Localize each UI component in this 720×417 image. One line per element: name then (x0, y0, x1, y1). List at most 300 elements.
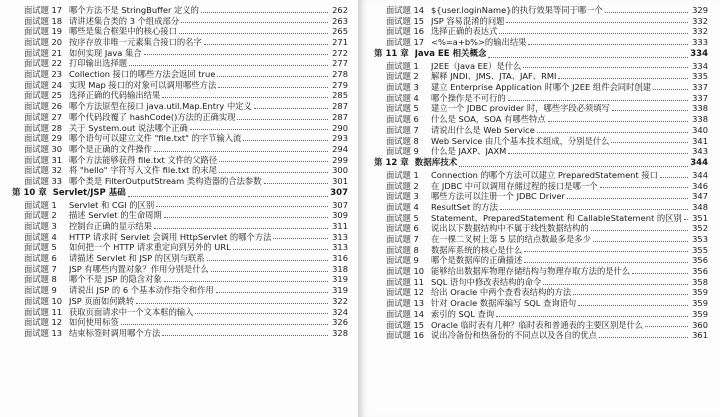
page-number: 293 (332, 133, 348, 144)
dot-leader (195, 313, 328, 314)
dot-leader (264, 183, 328, 184)
toc-entry (12, 242, 348, 253)
toc-entry (374, 309, 708, 320)
dot-leader (237, 119, 328, 120)
question-title: 说出冷备份和热备份的不同点以及各自的优点 (431, 330, 597, 341)
question-number: 面试题 22 (24, 58, 63, 69)
question-title: <%=a+b%>的输出结果 (431, 37, 527, 48)
toc-chapter-heading (374, 157, 708, 170)
question-title: 哪个方法能够获得 file.txt 文件的父路径 (69, 154, 218, 165)
dot-leader (567, 198, 688, 199)
question-number: 面试题 2 (386, 180, 419, 191)
dot-leader (593, 241, 688, 242)
page-number: 265 (332, 26, 348, 37)
toc-chapter-heading (12, 187, 348, 200)
question-title: 能够给出数据库物理存储结构与物理存取方法的是什么 (431, 266, 631, 277)
toc-entry (374, 298, 708, 309)
toc-entry (374, 202, 708, 213)
toc-entry (12, 328, 348, 339)
question-title: 哪些是集合框架中的核心接口 (69, 26, 177, 37)
toc-entry (12, 307, 348, 318)
toc-entry (374, 320, 708, 331)
dot-leader (537, 132, 688, 133)
toc-entry (374, 288, 708, 299)
page-number: 344 (690, 157, 708, 168)
question-number: 面试题 2 (24, 210, 57, 221)
page-number: 355 (692, 244, 708, 255)
dot-leader (500, 209, 688, 210)
dot-leader (558, 78, 688, 79)
question-title: Servlet 和 CGI 的区别 (69, 199, 155, 210)
dot-leader (632, 273, 688, 274)
page-number: 332 (692, 15, 708, 26)
question-number: 面试题 24 (24, 79, 63, 90)
dot-leader (528, 44, 688, 45)
toc-entry (12, 155, 348, 166)
page-number: 346 (692, 180, 708, 191)
dot-leader (508, 100, 688, 101)
toc-entry (374, 37, 708, 48)
dot-leader (217, 76, 328, 77)
page-number: 344 (692, 169, 708, 180)
page-number: 300 (332, 165, 348, 176)
toc-entry (12, 58, 348, 69)
page-number: 356 (692, 255, 708, 266)
question-title: Web Service 由几个基本技术组成，分别是什么 (431, 135, 610, 146)
dot-leader (243, 140, 328, 141)
question-title: 请描述 Servlet 和 JSP 的区别与联系 (69, 253, 205, 264)
dot-leader (573, 294, 688, 295)
page-number: 309 (332, 210, 348, 221)
question-number: 面试题 5 (24, 242, 57, 253)
chapter-title: Java EE 相关概念 (414, 48, 487, 59)
dot-leader (154, 228, 328, 229)
dot-leader (128, 196, 328, 197)
question-number: 面试题 4 (386, 201, 419, 212)
toc-entry (12, 221, 348, 232)
page-number: 348 (692, 201, 708, 212)
dot-leader (136, 303, 328, 304)
question-number: 面试题 13 (386, 298, 425, 309)
toc-entry (12, 112, 348, 123)
question-number: 面试题 27 (24, 111, 63, 122)
question-number: 面试题 8 (386, 135, 419, 146)
dot-leader (154, 151, 328, 152)
toc-entry (12, 200, 348, 211)
page-number: 318 (332, 263, 348, 274)
page-number: 277 (332, 58, 348, 69)
toc-entry (374, 170, 708, 181)
page-number: 326 (332, 317, 348, 328)
dot-leader (548, 121, 688, 122)
page-number: 301 (332, 175, 348, 186)
toc-entry (374, 71, 708, 82)
dot-leader (543, 284, 688, 285)
question-title: Collection 接口的哪些方法会返回 true (69, 69, 216, 80)
question-number: 面试题 3 (386, 82, 419, 93)
toc-entry (374, 213, 708, 224)
toc-entry (374, 146, 708, 157)
page-number: 294 (332, 143, 348, 154)
toc-entry (12, 80, 348, 91)
question-number: 面试题 21 (24, 47, 63, 58)
dot-leader (211, 271, 328, 272)
dot-leader (499, 33, 688, 34)
page-number: 358 (692, 276, 708, 287)
question-title: 描述 Servlet 的生命周期 (69, 210, 162, 221)
toc-entry (374, 5, 708, 16)
page-number: 361 (692, 330, 708, 341)
dot-leader (611, 142, 688, 143)
chapter-title: 数据库技术 (414, 157, 458, 168)
page-number: 341 (692, 135, 708, 146)
toc-entry (12, 285, 348, 296)
question-number: 面试题 4 (24, 231, 57, 242)
question-title: 哪个方法原型在接口 java.util.Map.Entry 中定义 (69, 101, 252, 112)
toc-entry (374, 181, 708, 192)
question-number: 面试题 5 (386, 103, 419, 114)
toc-entry (374, 26, 708, 37)
page-number: 279 (332, 79, 348, 90)
dot-leader (612, 110, 688, 111)
toc-entry (12, 210, 348, 221)
page-number: 360 (692, 319, 708, 330)
toc-entry (374, 234, 708, 245)
toc-entry (374, 245, 708, 256)
question-title: JSP 有哪些内置对象？作用分别是什么 (69, 263, 209, 274)
page-number: 299 (332, 154, 348, 165)
question-title: 哪个操作是不可行的 (431, 92, 506, 103)
question-title: 选择正确的表达式 (431, 26, 498, 37)
question-number: 面试题 7 (24, 263, 57, 274)
page-number: 359 (692, 308, 708, 319)
page-number: 337 (692, 82, 708, 93)
question-title: 什么是 SOA，SOA 有哪些特点 (431, 114, 546, 125)
toc-entry (12, 91, 348, 102)
page-number: 319 (332, 285, 348, 296)
page-number: 333 (692, 37, 708, 48)
question-number: 面试题 18 (24, 15, 63, 26)
question-number: 面试题 31 (24, 154, 63, 165)
page-number: 287 (332, 101, 348, 112)
question-number: 面试题 15 (386, 319, 425, 330)
page-number: 353 (692, 234, 708, 245)
question-title: 请说出什么是 Web Service (431, 124, 535, 135)
toc-entry (374, 255, 708, 266)
question-number: 面试题 25 (24, 90, 63, 101)
question-number: 面试题 12 (386, 287, 425, 298)
question-title: 数据库系统的核心是什么 (431, 244, 523, 255)
page-number: 324 (332, 306, 348, 317)
toc-entry (12, 26, 348, 37)
toc-entry (374, 61, 708, 72)
dot-leader (599, 337, 688, 338)
question-title: 哪个不是 JSP 的隐含对象 (69, 274, 162, 285)
question-number: 面试题 16 (386, 26, 425, 37)
question-number: 面试题 15 (386, 15, 425, 26)
question-title: 建立一个 JDBC provider 时，哪些字段必须填写 (431, 103, 610, 114)
dot-leader (653, 89, 688, 90)
page-number: 307 (332, 199, 348, 210)
dot-leader (660, 177, 688, 178)
question-title: 结束标签时调用哪个方法 (69, 327, 161, 338)
question-number: 面试题 3 (386, 191, 419, 202)
page-number: 328 (332, 327, 348, 338)
question-title: 哪个类是 FilterOutputStream 类构造器的合法参数 (69, 175, 262, 186)
dot-leader (508, 153, 688, 154)
dot-leader (201, 12, 328, 13)
dot-leader (524, 251, 688, 252)
toc-entry (12, 133, 348, 144)
toc-entry (374, 277, 708, 288)
toc-entry (12, 101, 348, 112)
dot-leader (162, 335, 328, 336)
dot-leader (190, 129, 328, 130)
question-number: 面试题 28 (24, 122, 63, 133)
question-title: 解释 JNDI、JMS、JTA、JAF、RMI (431, 71, 557, 82)
toc-entry (12, 69, 348, 80)
question-number: 面试题 5 (386, 212, 419, 223)
question-number: 面试题 1 (24, 199, 57, 210)
question-title: 哪个语句可以建立文件 "file.txt" 的字节输入流 (69, 133, 242, 144)
question-number: 面试题 20 (24, 37, 63, 48)
question-number: 面试题 11 (24, 306, 63, 317)
question-number: 面试题 23 (24, 69, 63, 80)
toc-entry (374, 330, 708, 341)
dot-leader (605, 12, 688, 13)
dot-leader (506, 22, 688, 23)
dot-leader (164, 281, 328, 282)
page-number: 290 (332, 122, 348, 133)
toc-chapter-heading (374, 48, 708, 61)
question-number: 面试题 7 (386, 124, 419, 135)
dot-leader (216, 292, 328, 293)
page-number: 307 (330, 187, 348, 198)
dot-leader (524, 262, 688, 263)
dot-leader (121, 324, 328, 325)
dot-leader (204, 44, 328, 45)
dot-leader (156, 206, 328, 207)
question-title: 在一棵二叉树上第 5 层的结点数最多是多少 (431, 234, 591, 245)
question-title: 索引的 SQL 查询 (431, 308, 495, 319)
question-number: 面试题 10 (24, 295, 63, 306)
dot-leader (645, 326, 688, 327)
question-title: 打印输出选择题 (69, 58, 128, 69)
question-number: 面试题 1 (386, 60, 419, 71)
question-number: 面试题 26 (24, 101, 63, 112)
question-number: 面试题 14 (386, 4, 425, 15)
chapter-number: 第 11 章 (374, 48, 409, 59)
question-number: 面试题 6 (386, 223, 419, 234)
question-title: Connection 的哪个方法可以建立 PreparedStatement 接口 (431, 169, 658, 180)
page-number: 351 (692, 212, 708, 223)
chapter-title: Servlet/JSP 基础 (52, 187, 126, 198)
question-title: 建立 Enterprise Application 时哪个 J2EE 组件会同时创建 (431, 82, 651, 93)
page-number: 352 (692, 223, 708, 234)
dot-leader (684, 219, 688, 220)
question-number: 面试题 1 (386, 169, 419, 180)
toc-entry (374, 223, 708, 234)
toc-entry (374, 104, 708, 115)
question-title: 实现 Map 接口的对象可以调用哪些方法 (69, 79, 217, 90)
question-number: 面试题 13 (24, 327, 63, 338)
question-number: 面试题 11 (386, 276, 425, 287)
question-number: 面试题 7 (386, 234, 419, 245)
toc-entry (374, 191, 708, 202)
page-number: 322 (332, 295, 348, 306)
page-number: 334 (692, 60, 708, 71)
right-page (360, 0, 720, 417)
toc-entry (12, 165, 348, 176)
page-number: 334 (690, 48, 708, 59)
question-title: 选择正确的代码输出结果 (69, 90, 161, 101)
question-title: 给出 Oracle 中两个查看表结构的方法 (431, 287, 572, 298)
toc-entry (374, 136, 708, 147)
question-number: 面试题 4 (386, 92, 419, 103)
question-title: 获取页面请求中一个文本框的输入 (69, 306, 194, 317)
toc-entry (12, 317, 348, 328)
toc-entry (12, 37, 348, 48)
page-number: 319 (332, 274, 348, 285)
dot-leader (496, 316, 688, 317)
question-title: 请讲述集合类的 3 个组成部分 (69, 15, 180, 26)
dot-leader (523, 67, 688, 68)
question-title: 针对 Oracle 数据库编写 SQL 查询语句 (431, 298, 577, 309)
page-number: 313 (332, 242, 348, 253)
question-title: 如何使用标签 (69, 317, 119, 328)
question-number: 面试题 30 (24, 143, 63, 154)
dot-leader (164, 217, 328, 218)
question-number: 面试题 19 (24, 26, 63, 37)
toc-entry (374, 125, 708, 136)
question-title: 如何实现 Java 集合 (69, 47, 142, 58)
question-number: 面试题 33 (24, 175, 63, 186)
page-number: 343 (692, 146, 708, 157)
dot-leader (600, 187, 689, 188)
page-number: 338 (692, 103, 708, 114)
question-title: SQL 语句中修改表结构的命令 (431, 276, 542, 287)
question-number: 面试题 3 (24, 221, 57, 232)
question-title: 什么是 JAXP、JAXM (431, 146, 507, 157)
dot-leader (488, 57, 688, 58)
question-title: 说出以下数据结构中不属于线性数据结构的 (431, 223, 589, 234)
page-number: 272 (332, 47, 348, 58)
page-number: 285 (332, 90, 348, 101)
question-number: 面试题 2 (386, 71, 419, 82)
dot-leader (218, 87, 328, 88)
question-number: 面试题 17 (386, 37, 425, 48)
toc-entry (12, 275, 348, 286)
question-number: 面试题 16 (386, 330, 425, 341)
toc-entry (374, 82, 708, 93)
page-number: 287 (332, 111, 348, 122)
question-title: 在 JDBC 中可以调用存储过程的接口是哪一个 (431, 180, 598, 191)
question-number: 面试题 10 (386, 266, 425, 277)
question-title: 哪个方法不是 StringBuffer 定义的 (69, 4, 199, 15)
question-title: 如何把一个 HTTP 请求重定向到另外的 URL (69, 242, 231, 253)
dot-leader (233, 249, 328, 250)
question-title: JSP 容易混淆的问题 (431, 15, 505, 26)
question-title: 哪个是正确的文件操作 (69, 143, 152, 154)
dot-leader (181, 22, 328, 23)
dot-leader (254, 108, 328, 109)
question-number: 面试题 9 (386, 255, 419, 266)
toc-entry (12, 176, 348, 187)
dot-leader (578, 305, 688, 306)
question-title: J2EE（Java EE）是什么 (431, 60, 522, 71)
toc-entry (12, 5, 348, 16)
question-title: ${user.loginName}的执行效果等同于哪一个 (431, 4, 603, 15)
page-number: 359 (692, 287, 708, 298)
question-number: 面试题 14 (386, 308, 425, 319)
question-title: HTTP 请求时 Servlet 会调用 HttpServlet 的哪个方法 (69, 231, 272, 242)
question-title: JSP 页面如何跳转 (69, 295, 135, 306)
dot-leader (207, 260, 328, 261)
dot-leader (459, 166, 688, 167)
page-number: 263 (332, 15, 348, 26)
page-number: 316 (332, 253, 348, 264)
question-title: 哪个代码段覆了 hashCode()方法的正确实现 (69, 111, 236, 122)
toc-entry (374, 114, 708, 125)
toc-entry (12, 264, 348, 275)
question-number: 面试题 6 (386, 114, 419, 125)
question-title: 哪个是数据库的正确描述 (431, 255, 523, 266)
question-number: 面试题 29 (24, 133, 63, 144)
page-number: 278 (332, 69, 348, 80)
question-number: 面试题 8 (24, 274, 57, 285)
question-title: 哪些方法可以注册一个 JDBC Driver (431, 191, 565, 202)
question-number: 面试题 32 (24, 165, 63, 176)
toc-entry (12, 48, 348, 59)
question-title: 关于 System.out 说法哪个正确 (69, 122, 188, 133)
toc-entry (374, 16, 708, 27)
page-number: 335 (692, 71, 708, 82)
chapter-number: 第 12 章 (374, 157, 409, 168)
toc-entry (12, 123, 348, 134)
page-number: 329 (692, 4, 708, 15)
question-title: 控制台正确的显示结果 (69, 221, 152, 232)
page-number: 313 (332, 231, 348, 242)
page-number: 271 (332, 37, 348, 48)
page-number: 338 (692, 114, 708, 125)
page-number: 311 (332, 221, 348, 232)
toc-entry (374, 266, 708, 277)
page-number: 347 (692, 191, 708, 202)
toc-entry (12, 253, 348, 264)
page-number: 356 (692, 266, 708, 277)
question-number: 面试题 8 (386, 244, 419, 255)
question-number: 面试题 9 (386, 146, 419, 157)
question-title: ResultSet 的方法 (431, 201, 498, 212)
dot-leader (179, 33, 328, 34)
toc-entry (12, 144, 348, 155)
question-number: 面试题 9 (24, 285, 57, 296)
dot-leader (219, 172, 328, 173)
page-number: 332 (692, 26, 708, 37)
dot-leader (273, 238, 328, 239)
question-title: 将 "hello" 字符写入文件 file.txt 的末尾 (69, 165, 217, 176)
question-title: 请说出 JSP 的 6 个基本动作指令和作用 (69, 285, 214, 296)
question-title: 按序存放非唯一元素集合接口的名字 (69, 37, 202, 48)
toc-entry (374, 93, 708, 104)
question-title: Oracle 临时表有几种？临时表和普通表的主要区别是什么 (431, 319, 644, 330)
page-number: 359 (692, 298, 708, 309)
question-number: 面试题 6 (24, 253, 57, 264)
question-number: 面试题 12 (24, 317, 63, 328)
dot-leader (144, 54, 328, 55)
question-number: 面试题 17 (24, 4, 63, 15)
toc-entry (12, 296, 348, 307)
